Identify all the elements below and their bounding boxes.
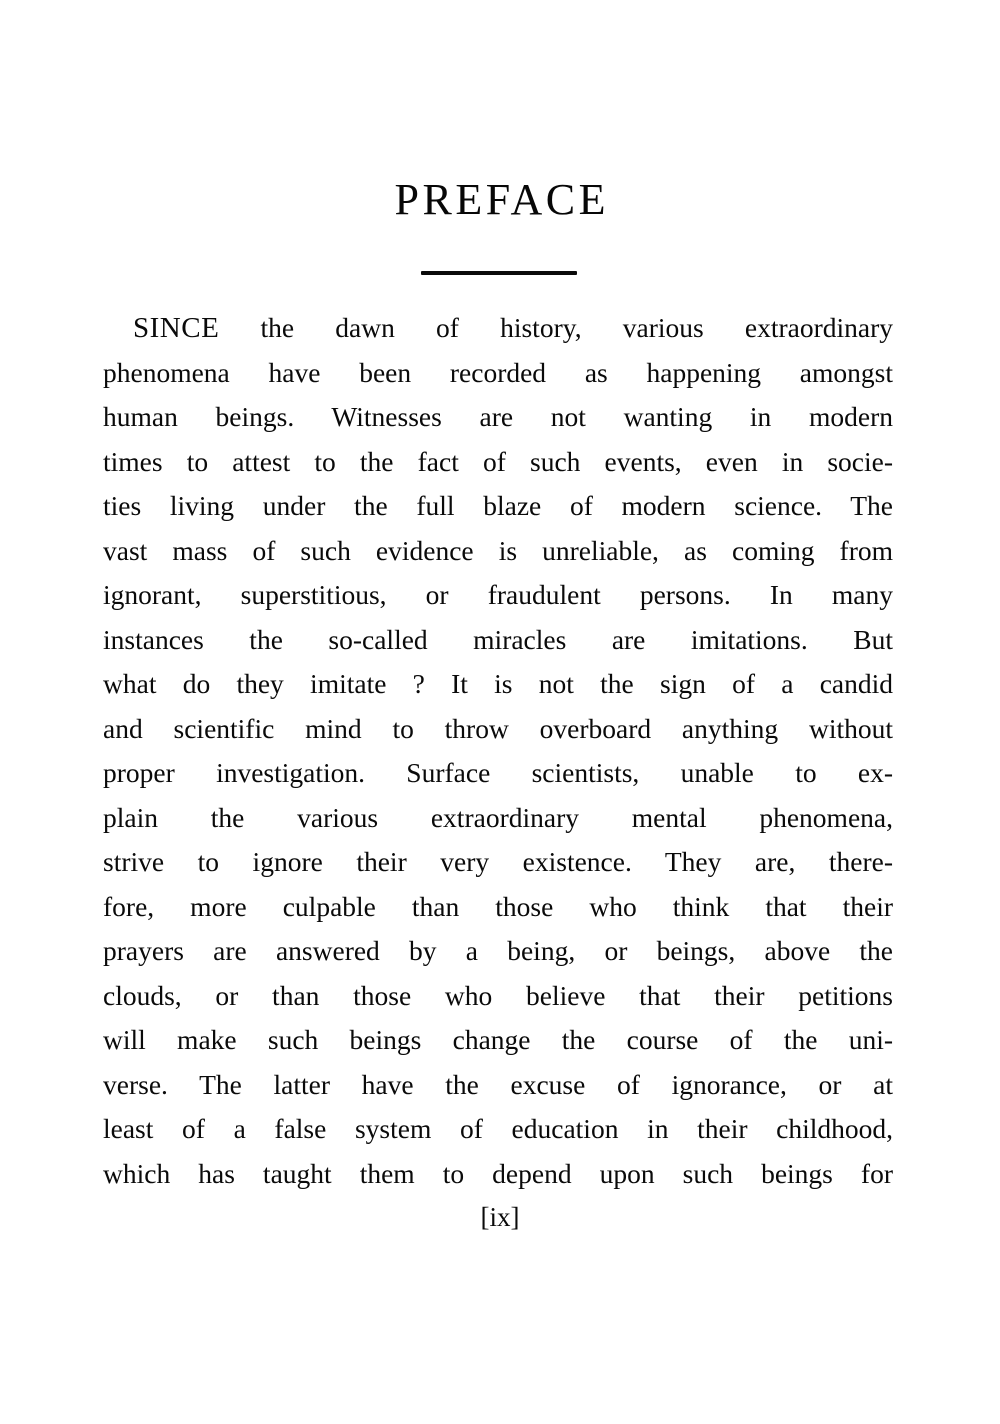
text-line	[103, 796, 893, 841]
text-line	[103, 1107, 893, 1152]
text-line-content: prayers are answered by a being, or beings, above the	[103, 935, 893, 966]
text-line	[103, 1152, 893, 1197]
text-line	[103, 840, 893, 885]
text-line-content: clouds, or than those who believe that their petitions	[103, 979, 893, 1011]
preface-body-text	[103, 306, 893, 1196]
text-line	[103, 929, 893, 974]
page-number-folio: [ix]	[480, 1202, 520, 1232]
text-line-content: phenomena have been recorded as happening amongst	[103, 356, 893, 388]
text-line-content: will make such beings change the course of the uni-	[103, 1024, 893, 1055]
paragraph-indent	[103, 306, 133, 351]
text-line-content: ties living under the full blaze of modern science. The	[103, 490, 893, 521]
text-line-content: human beings. Witnesses are not wanting in modern	[103, 401, 893, 432]
text-line	[103, 573, 893, 618]
text-line-content: least of a false system of education in their childhood,	[103, 1113, 893, 1144]
heading-divider-rule	[421, 271, 577, 275]
text-line-content: which has taught them to depend upon such beings for	[103, 1157, 893, 1189]
text-line	[103, 662, 893, 707]
text-line	[103, 974, 893, 1019]
text-line-content: what do they imitate ? It is not the sign of a candid	[103, 668, 893, 699]
text-line	[103, 351, 893, 396]
text-line-content: proper investigation. Surface scientists, unable to ex-	[103, 757, 893, 788]
text-line	[103, 529, 893, 574]
text-line-content: vast mass of such evidence is unreliable, as coming from	[103, 534, 893, 566]
page-title: PREFACE	[394, 175, 609, 224]
text-line	[103, 484, 893, 529]
text-line	[103, 707, 893, 752]
text-line-content: strive to ignore their very existence. They are, there-	[103, 846, 893, 877]
text-line	[103, 751, 893, 796]
text-line-content: the dawn of history, various extraordinary	[260, 312, 893, 343]
text-line	[103, 306, 893, 351]
text-line-content: ignorant, superstitious, or fraudulent persons. In many	[103, 579, 893, 610]
text-line	[103, 885, 893, 930]
text-line-content: and scientific mind to throw overboard anything without	[103, 712, 893, 744]
text-line	[103, 618, 893, 663]
text-line	[103, 440, 893, 485]
heading-block	[0, 176, 1000, 224]
text-line-content: times to attest to the fact of such events, even in socie-	[103, 445, 893, 477]
text-line-content: plain the various extraordinary mental phenomena,	[103, 801, 893, 833]
text-line-content: instances the so-called miracles are imitations. But	[103, 623, 893, 655]
small-caps-opening-word: SINCE	[133, 312, 220, 344]
text-line	[103, 1063, 893, 1108]
text-line-content: verse. The latter have the excuse of ignorance, or at	[103, 1068, 893, 1100]
text-line-content: fore, more culpable than those who think that their	[103, 890, 893, 922]
text-line	[103, 1018, 893, 1063]
text-line	[103, 395, 893, 440]
